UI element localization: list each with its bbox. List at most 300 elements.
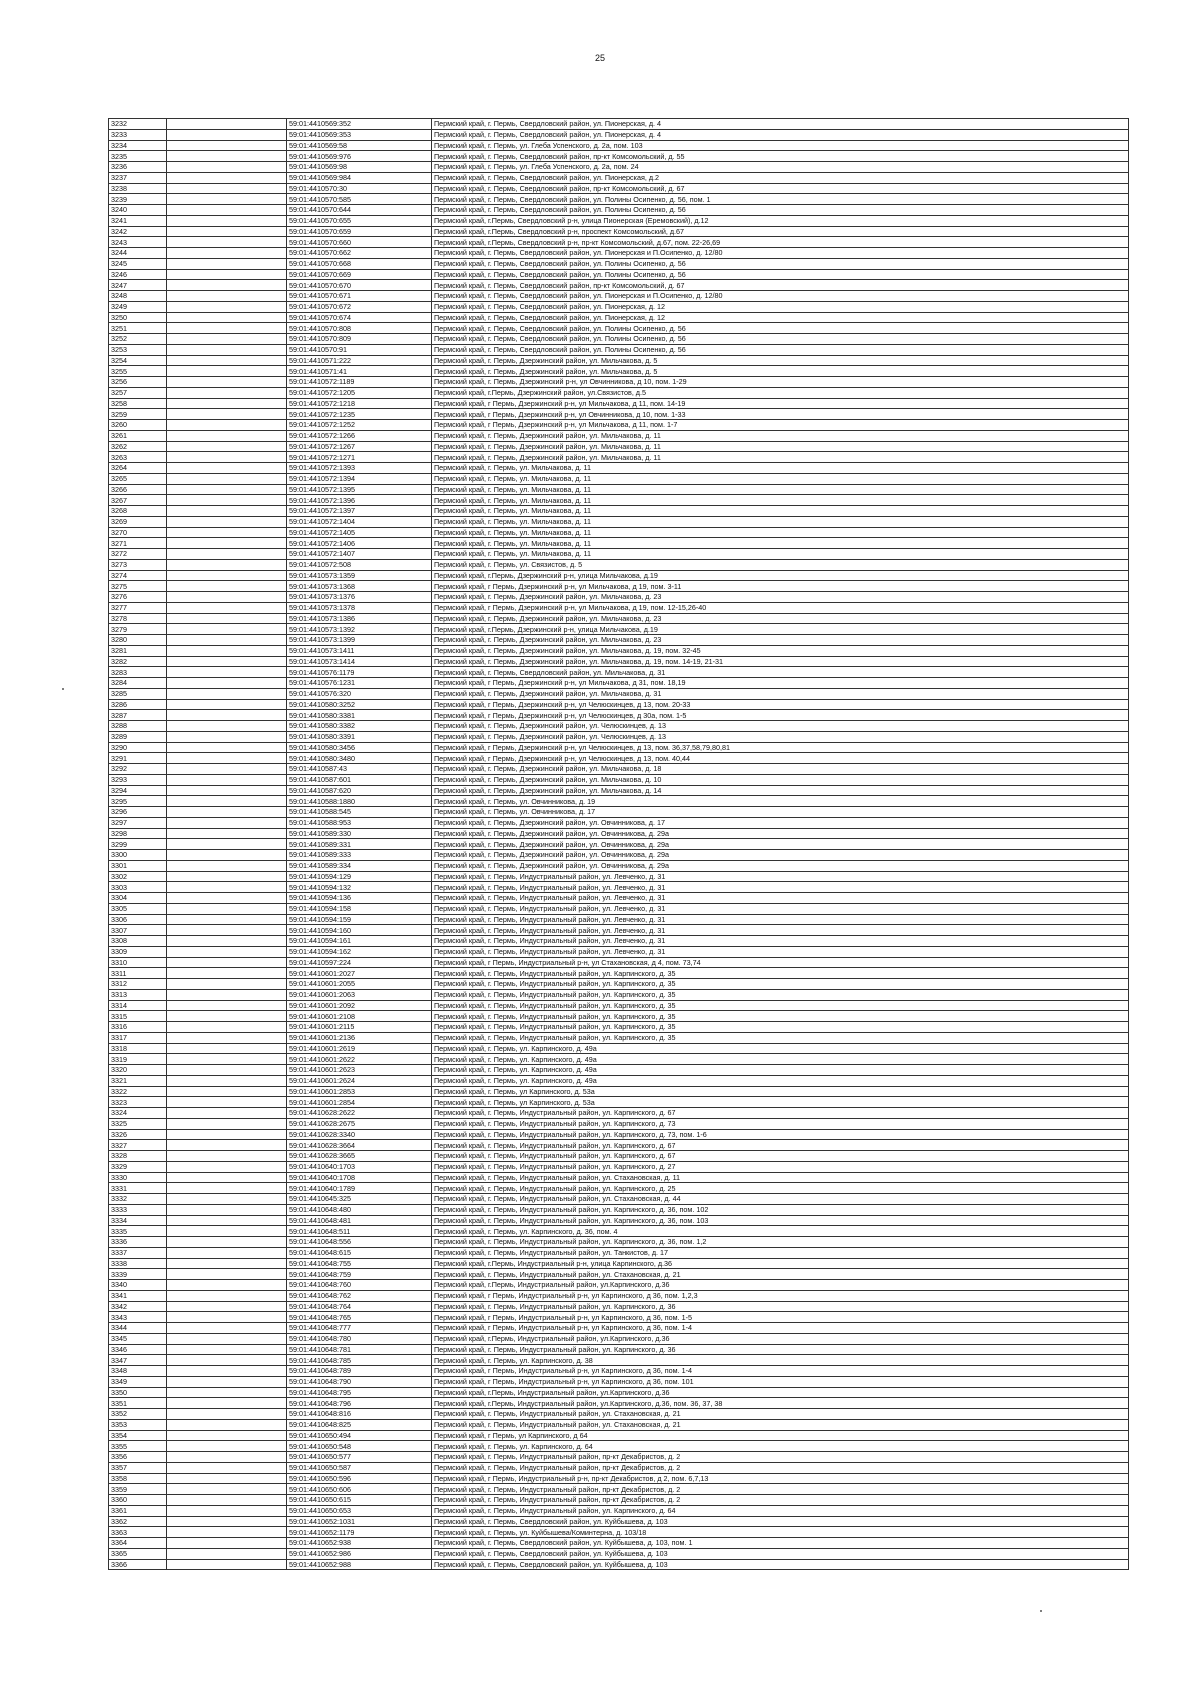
table-row <box>109 1129 1129 1140</box>
row-number-cell: 3250 <box>109 312 167 323</box>
row-number-cell: 3321 <box>109 1075 167 1086</box>
row-number-cell: 3263 <box>109 452 167 463</box>
cadastral-number-cell: 59:01:4410570:644 <box>287 205 432 216</box>
row-number-cell: 3361 <box>109 1505 167 1516</box>
address-cell: Пермский край, г. Пермь, Индустриальный район, ул. Карпинского, д. 25 <box>432 1183 1129 1194</box>
cadastral-number-cell: 59:01:4410570:662 <box>287 248 432 259</box>
table-row <box>109 334 1129 345</box>
cadastral-number-cell: 59:01:4410572:1395 <box>287 484 432 495</box>
empty-cell <box>167 1452 287 1463</box>
empty-cell <box>167 968 287 979</box>
address-cell: Пермский край, г. Пермь, ул. Мильчакова, д. 11 <box>432 484 1129 495</box>
table-row <box>109 1161 1129 1172</box>
table-row <box>109 280 1129 291</box>
row-number-cell: 3234 <box>109 140 167 151</box>
cadastral-number-cell: 59:01:4410628:3664 <box>287 1140 432 1151</box>
cadastral-number-cell: 59:01:4410648:785 <box>287 1355 432 1366</box>
cadastral-number-cell: 59:01:4410576:1179 <box>287 667 432 678</box>
address-cell: Пермский край, г. Пермь, Индустриальный район, ул. Танкистов, д. 17 <box>432 1247 1129 1258</box>
registry-table <box>108 118 1129 1570</box>
table-row <box>109 656 1129 667</box>
empty-cell <box>167 785 287 796</box>
table-row <box>109 398 1129 409</box>
address-cell: Пермский край, г Пермь, Дзержинский р-н, ул Челюскинцев, д 30а, пом. 1-5 <box>432 710 1129 721</box>
table-row <box>109 946 1129 957</box>
table-row <box>109 194 1129 205</box>
row-number-cell: 3288 <box>109 721 167 732</box>
address-cell: Пермский край, г. Пермь, Свердловский район, ул. Пионерская, д. 4 <box>432 129 1129 140</box>
row-number-cell: 3280 <box>109 635 167 646</box>
empty-cell <box>167 1538 287 1549</box>
address-cell: Пермский край, г. Пермь, Дзержинский район, ул. Челюскинцев, д. 13 <box>432 731 1129 742</box>
row-number-cell: 3332 <box>109 1194 167 1205</box>
empty-cell <box>167 635 287 646</box>
row-number-cell: 3302 <box>109 871 167 882</box>
empty-cell <box>167 344 287 355</box>
table-row <box>109 484 1129 495</box>
cadastral-number-cell: 59:01:4410588:1880 <box>287 796 432 807</box>
cadastral-number-cell: 59:01:4410572:1235 <box>287 409 432 420</box>
address-cell: Пермский край, г.Пермь, Индустриальный район, ул.Карпинского, д.36, пом. 36, 37, 38 <box>432 1398 1129 1409</box>
row-number-cell: 3300 <box>109 850 167 861</box>
cadastral-number-cell: 59:01:4410648:556 <box>287 1237 432 1248</box>
table-row <box>109 731 1129 742</box>
row-number-cell: 3345 <box>109 1333 167 1344</box>
cadastral-number-cell: 59:01:4410570:91 <box>287 344 432 355</box>
address-cell: Пермский край, г. Пермь, Индустриальный район, ул. Карпинского, д. 64 <box>432 1505 1129 1516</box>
row-number-cell: 3260 <box>109 420 167 431</box>
empty-cell <box>167 925 287 936</box>
empty-cell <box>167 1151 287 1162</box>
empty-cell <box>167 334 287 345</box>
row-number-cell: 3317 <box>109 1032 167 1043</box>
table-row <box>109 506 1129 517</box>
address-cell: Пермский край, г. Пермь, Индустриальный район, ул. Карпинского, д. 35 <box>432 989 1129 1000</box>
address-cell: Пермский край, г. Пермь, Индустриальный район, ул. Карпинского, д. 73, пом. 1-6 <box>432 1129 1129 1140</box>
empty-cell <box>167 753 287 764</box>
empty-cell <box>167 796 287 807</box>
row-number-cell: 3266 <box>109 484 167 495</box>
empty-cell <box>167 1559 287 1570</box>
registry-table-body <box>109 119 1129 1570</box>
table-row <box>109 1452 1129 1463</box>
cadastral-number-cell: 59:01:4410587:601 <box>287 774 432 785</box>
address-cell: Пермский край, г. Пермь, Свердловский район, ул. Полины Осипенко, д. 56 <box>432 323 1129 334</box>
address-cell: Пермский край, г. Пермь, Дзержинский район, ул. Мильчакова, д. 11 <box>432 430 1129 441</box>
cadastral-number-cell: 59:01:4410569:976 <box>287 151 432 162</box>
empty-cell <box>167 1376 287 1387</box>
address-cell: Пермский край, г Пермь, Дзержинский р-н, ул Овчинникова, д 10, пом. 1-33 <box>432 409 1129 420</box>
cadastral-number-cell: 59:01:4410573:1368 <box>287 581 432 592</box>
empty-cell <box>167 559 287 570</box>
empty-cell <box>167 914 287 925</box>
cadastral-number-cell: 59:01:4410594:159 <box>287 914 432 925</box>
row-number-cell: 3328 <box>109 1151 167 1162</box>
table-row <box>109 559 1129 570</box>
empty-cell <box>167 581 287 592</box>
table-row <box>109 925 1129 936</box>
row-number-cell: 3337 <box>109 1247 167 1258</box>
empty-cell <box>167 430 287 441</box>
cadastral-number-cell: 59:01:4410652:1031 <box>287 1516 432 1527</box>
table-row <box>109 301 1129 312</box>
cadastral-number-cell: 59:01:4410645:325 <box>287 1194 432 1205</box>
empty-cell <box>167 441 287 452</box>
table-row <box>109 1172 1129 1183</box>
empty-cell <box>167 1065 287 1076</box>
row-number-cell: 3315 <box>109 1011 167 1022</box>
empty-cell <box>167 506 287 517</box>
table-row <box>109 721 1129 732</box>
address-cell: Пермский край, г Пермь, Дзержинский р-н, ул Мильчакова, д 11, пом. 14-19 <box>432 398 1129 409</box>
address-cell: Пермский край, г. Пермь, Дзержинский район, ул. Мильчакова, д. 19, пом. 14-19, 21-31 <box>432 656 1129 667</box>
row-number-cell: 3312 <box>109 979 167 990</box>
row-number-cell: 3236 <box>109 162 167 173</box>
table-row <box>109 570 1129 581</box>
row-number-cell: 3273 <box>109 559 167 570</box>
empty-cell <box>167 1086 287 1097</box>
empty-cell <box>167 764 287 775</box>
cadastral-number-cell: 59:01:4410597:224 <box>287 957 432 968</box>
address-cell: Пермский край, г.Пермь, Свердловский р-н, улица Пионерская (Еремовский), д.12 <box>432 215 1129 226</box>
address-cell: Пермский край, г Пермь, Дзержинский р-н, ул Челюскинцев, д 13, пом. 20-33 <box>432 699 1129 710</box>
cadastral-number-cell: 59:01:4410572:1406 <box>287 538 432 549</box>
table-row <box>109 205 1129 216</box>
address-cell: Пермский край, г. Пермь, Индустриальный район, ул. Карпинского, д. 36, пом. 1,2 <box>432 1237 1129 1248</box>
empty-cell <box>167 538 287 549</box>
address-cell: Пермский край, г. Пермь, ул. Мильчакова, д. 11 <box>432 495 1129 506</box>
cadastral-number-cell: 59:01:4410648:615 <box>287 1247 432 1258</box>
empty-cell <box>167 226 287 237</box>
table-row <box>109 688 1129 699</box>
cadastral-number-cell: 59:01:4410570:655 <box>287 215 432 226</box>
table-row <box>109 903 1129 914</box>
address-cell: Пермский край, г. Пермь, ул. Глеба Успенского, д. 2а, пом. 103 <box>432 140 1129 151</box>
address-cell: Пермский край, г. Пермь, Дзержинский район, ул. Овчинникова, д. 17 <box>432 817 1129 828</box>
address-cell: Пермский край, г. Пермь, ул. Овчинникова, д. 17 <box>432 807 1129 818</box>
table-row <box>109 1344 1129 1355</box>
table-row <box>109 817 1129 828</box>
row-number-cell: 3362 <box>109 1516 167 1527</box>
address-cell: Пермский край, г. Пермь, Индустриальный район, пр-кт Декабристов, д. 2 <box>432 1495 1129 1506</box>
address-cell: Пермский край, г. Пермь, ул. Куйбышева/Коминтерна, д. 103/18 <box>432 1527 1129 1538</box>
address-cell: Пермский край, г. Пермь, Свердловский район, ул. Полины Осипенко, д. 56 <box>432 334 1129 345</box>
empty-cell <box>167 742 287 753</box>
cadastral-number-cell: 59:01:4410569:58 <box>287 140 432 151</box>
table-row <box>109 785 1129 796</box>
address-cell: Пермский край, г. Пермь, Дзержинский район, ул. Овчинникова, д. 29а <box>432 860 1129 871</box>
address-cell: Пермский край, г. Пермь, Индустриальный район, ул. Карпинского, д. 73 <box>432 1118 1129 1129</box>
table-row <box>109 215 1129 226</box>
row-number-cell: 3330 <box>109 1172 167 1183</box>
address-cell: Пермский край, г Пермь, Индустриальный р-н, пр-кт Декабристов, д 2, пом. 6,7,13 <box>432 1473 1129 1484</box>
row-number-cell: 3298 <box>109 828 167 839</box>
cadastral-number-cell: 59:01:4410573:1411 <box>287 645 432 656</box>
cadastral-number-cell: 59:01:4410648:480 <box>287 1204 432 1215</box>
cadastral-number-cell: 59:01:4410601:2027 <box>287 968 432 979</box>
address-cell: Пермский край, г. Пермь, ул. Глеба Успенского, д. 2а, пом. 24 <box>432 162 1129 173</box>
table-row <box>109 1301 1129 1312</box>
address-cell: Пермский край, г. Пермь, ул. Карпинского, д. 49а <box>432 1054 1129 1065</box>
address-cell: Пермский край, г. Пермь, Дзержинский район, ул. Мильчакова, д. 11 <box>432 452 1129 463</box>
table-row <box>109 151 1129 162</box>
empty-cell <box>167 774 287 785</box>
address-cell: Пермский край, г Пермь, Дзержинский р-н, ул Мильчакова, д 19, пом. 3-11 <box>432 581 1129 592</box>
row-number-cell: 3262 <box>109 441 167 452</box>
empty-cell <box>167 420 287 431</box>
cadastral-number-cell: 59:01:4410580:3456 <box>287 742 432 753</box>
address-cell: Пермский край, г. Пермь, Индустриальный район, ул. Карпинского, д. 35 <box>432 1011 1129 1022</box>
cadastral-number-cell: 59:01:4410587:620 <box>287 785 432 796</box>
address-cell: Пермский край, г. Пермь, ул Карпинского, д. 53а <box>432 1086 1129 1097</box>
cadastral-number-cell: 59:01:4410601:2136 <box>287 1032 432 1043</box>
empty-cell <box>167 301 287 312</box>
cadastral-number-cell: 59:01:4410648:762 <box>287 1290 432 1301</box>
address-cell: Пермский край, г Пермь, Индустриальный р-н, ул Карпинского, д 36, пом. 101 <box>432 1376 1129 1387</box>
cadastral-number-cell: 59:01:4410587:43 <box>287 764 432 775</box>
address-cell: Пермский край, г.Пермь, Индустриальный район, ул.Карпинского, д.36 <box>432 1387 1129 1398</box>
row-number-cell: 3253 <box>109 344 167 355</box>
row-number-cell: 3239 <box>109 194 167 205</box>
empty-cell <box>167 989 287 1000</box>
address-cell: Пермский край, г. Пермь, ул. Карпинского, д. 49а <box>432 1043 1129 1054</box>
empty-cell <box>167 280 287 291</box>
empty-cell <box>167 1129 287 1140</box>
address-cell: Пермский край, г.Пермь, Индустриальный район, ул.Карпинского, д.36 <box>432 1333 1129 1344</box>
row-number-cell: 3278 <box>109 613 167 624</box>
table-row <box>109 936 1129 947</box>
table-row <box>109 839 1129 850</box>
cadastral-number-cell: 59:01:4410569:98 <box>287 162 432 173</box>
address-cell: Пермский край, г. Пермь, ул. Мильчакова, д. 11 <box>432 516 1129 527</box>
empty-cell <box>167 1237 287 1248</box>
row-number-cell: 3254 <box>109 355 167 366</box>
row-number-cell: 3303 <box>109 882 167 893</box>
cadastral-number-cell: 59:01:4410652:938 <box>287 1538 432 1549</box>
empty-cell <box>167 1247 287 1258</box>
table-row <box>109 989 1129 1000</box>
cadastral-number-cell: 59:01:4410601:2624 <box>287 1075 432 1086</box>
row-number-cell: 3297 <box>109 817 167 828</box>
table-row <box>109 140 1129 151</box>
cadastral-number-cell: 59:01:4410589:333 <box>287 850 432 861</box>
table-row <box>109 667 1129 678</box>
row-number-cell: 3353 <box>109 1419 167 1430</box>
row-number-cell: 3267 <box>109 495 167 506</box>
cadastral-number-cell: 59:01:4410601:2108 <box>287 1011 432 1022</box>
row-number-cell: 3293 <box>109 774 167 785</box>
cadastral-number-cell: 59:01:4410594:160 <box>287 925 432 936</box>
address-cell: Пермский край, г. Пермь, Дзержинский район, ул. Мильчакова, д. 23 <box>432 592 1129 603</box>
registry-table-container <box>108 118 1128 1570</box>
row-number-cell: 3305 <box>109 903 167 914</box>
table-row <box>109 1366 1129 1377</box>
empty-cell <box>167 1495 287 1506</box>
cadastral-number-cell: 59:01:4410572:1407 <box>287 549 432 560</box>
empty-cell <box>167 291 287 302</box>
empty-cell <box>167 1355 287 1366</box>
empty-cell <box>167 1140 287 1151</box>
cadastral-number-cell: 59:01:4410573:1359 <box>287 570 432 581</box>
table-row <box>109 764 1129 775</box>
table-row <box>109 1000 1129 1011</box>
table-row <box>109 452 1129 463</box>
table-row <box>109 678 1129 689</box>
empty-cell <box>167 377 287 388</box>
empty-cell <box>167 1387 287 1398</box>
address-cell: Пермский край, г. Пермь, Дзержинский р-н, ул Овчинникова, д 10, пом. 1-29 <box>432 377 1129 388</box>
row-number-cell: 3283 <box>109 667 167 678</box>
cadastral-number-cell: 59:01:4410576:320 <box>287 688 432 699</box>
table-row <box>109 1290 1129 1301</box>
row-number-cell: 3320 <box>109 1065 167 1076</box>
table-row <box>109 516 1129 527</box>
table-row <box>109 463 1129 474</box>
empty-cell <box>167 667 287 678</box>
row-number-cell: 3241 <box>109 215 167 226</box>
empty-cell <box>167 549 287 560</box>
cadastral-number-cell: 59:01:4410594:129 <box>287 871 432 882</box>
table-row <box>109 1280 1129 1291</box>
cadastral-number-cell: 59:01:4410650:577 <box>287 1452 432 1463</box>
table-row <box>109 1108 1129 1119</box>
row-number-cell: 3351 <box>109 1398 167 1409</box>
row-number-cell: 3279 <box>109 624 167 635</box>
table-row <box>109 226 1129 237</box>
table-row <box>109 172 1129 183</box>
address-cell: Пермский край, г. Пермь, Индустриальный район, ул. Левченко, д. 31 <box>432 871 1129 882</box>
row-number-cell: 3289 <box>109 731 167 742</box>
table-row <box>109 1430 1129 1441</box>
empty-cell <box>167 828 287 839</box>
empty-cell <box>167 860 287 871</box>
empty-cell <box>167 1075 287 1086</box>
row-number-cell: 3365 <box>109 1548 167 1559</box>
address-cell: Пермский край, г. Пермь, ул. Мильчакова, д. 11 <box>432 538 1129 549</box>
table-row <box>109 968 1129 979</box>
table-row <box>109 882 1129 893</box>
address-cell: Пермский край, г. Пермь, Свердловский район, пр-кт Комсомольский, д. 55 <box>432 151 1129 162</box>
empty-cell <box>167 979 287 990</box>
empty-cell <box>167 721 287 732</box>
empty-cell <box>167 1043 287 1054</box>
address-cell: Пермский край, г. Пермь, Свердловский район, ул. Полины Осипенко, д. 56 <box>432 258 1129 269</box>
cadastral-number-cell: 59:01:4410570:809 <box>287 334 432 345</box>
row-number-cell: 3257 <box>109 387 167 398</box>
address-cell: Пермский край, г. Пермь, Дзержинский район, ул. Мильчакова, д. 5 <box>432 366 1129 377</box>
empty-cell <box>167 645 287 656</box>
empty-cell <box>167 1172 287 1183</box>
cadastral-number-cell: 59:01:4410572:1266 <box>287 430 432 441</box>
empty-cell <box>167 710 287 721</box>
address-cell: Пермский край, г Пермь, Дзержинский р-н, ул Челюскинцев, д 13, пом. 40,44 <box>432 753 1129 764</box>
row-number-cell: 3244 <box>109 248 167 259</box>
empty-cell <box>167 946 287 957</box>
empty-cell <box>167 807 287 818</box>
cadastral-number-cell: 59:01:4410576:1231 <box>287 678 432 689</box>
cadastral-number-cell: 59:01:4410572:1271 <box>287 452 432 463</box>
cadastral-number-cell: 59:01:4410588:953 <box>287 817 432 828</box>
cadastral-number-cell: 59:01:4410570:672 <box>287 301 432 312</box>
table-row <box>109 430 1129 441</box>
empty-cell <box>167 129 287 140</box>
table-row <box>109 860 1129 871</box>
cadastral-number-cell: 59:01:4410572:1396 <box>287 495 432 506</box>
address-cell: Пермский край, г. Пермь, Свердловский район, ул. Полины Осипенко, д. 56, пом. 1 <box>432 194 1129 205</box>
cadastral-number-cell: 59:01:4410573:1376 <box>287 592 432 603</box>
address-cell: Пермский край, г. Пермь, Дзержинский район, ул. Мильчакова, д. 23 <box>432 635 1129 646</box>
row-number-cell: 3251 <box>109 323 167 334</box>
empty-cell <box>167 1022 287 1033</box>
empty-cell <box>167 957 287 968</box>
address-cell: Пермский край, г. Пермь, Индустриальный район, ул. Стахановская, д. 11 <box>432 1172 1129 1183</box>
cadastral-number-cell: 59:01:4410650:494 <box>287 1430 432 1441</box>
row-number-cell: 3347 <box>109 1355 167 1366</box>
empty-cell <box>167 1344 287 1355</box>
empty-cell <box>167 882 287 893</box>
empty-cell <box>167 312 287 323</box>
cadastral-number-cell: 59:01:4410648:764 <box>287 1301 432 1312</box>
empty-cell <box>167 613 287 624</box>
empty-cell <box>167 893 287 904</box>
row-number-cell: 3290 <box>109 742 167 753</box>
row-number-cell: 3243 <box>109 237 167 248</box>
address-cell: Пермский край, г. Пермь, Дзержинский район, ул. Челюскинцев, д. 13 <box>432 721 1129 732</box>
table-row <box>109 344 1129 355</box>
row-number-cell: 3336 <box>109 1237 167 1248</box>
empty-cell <box>167 1484 287 1495</box>
cadastral-number-cell: 59:01:4410648:780 <box>287 1333 432 1344</box>
address-cell: Пермский край, г. Пермь, Дзержинский район, ул. Мильчакова, д. 14 <box>432 785 1129 796</box>
cadastral-number-cell: 59:01:4410594:136 <box>287 893 432 904</box>
row-number-cell: 3265 <box>109 473 167 484</box>
address-cell: Пермский край, г.Пермь, Дзержинский р-н, улица Мильчакова, д.19 <box>432 570 1129 581</box>
empty-cell <box>167 1323 287 1334</box>
address-cell: Пермский край, г. Пермь, Дзержинский район, ул. Овчинникова, д. 29а <box>432 850 1129 861</box>
row-number-cell: 3322 <box>109 1086 167 1097</box>
table-row <box>109 1473 1129 1484</box>
row-number-cell: 3238 <box>109 183 167 194</box>
address-cell: Пермский край, г. Пермь, Свердловский район, ул. Полины Осипенко, д. 56 <box>432 269 1129 280</box>
cadastral-number-cell: 59:01:4410648:790 <box>287 1376 432 1387</box>
row-number-cell: 3349 <box>109 1376 167 1387</box>
table-row <box>109 237 1129 248</box>
address-cell: Пермский край, г. Пермь, Индустриальный район, ул. Стахановская, д. 21 <box>432 1419 1129 1430</box>
empty-cell <box>167 1000 287 1011</box>
row-number-cell: 3342 <box>109 1301 167 1312</box>
cadastral-number-cell: 59:01:4410628:3665 <box>287 1151 432 1162</box>
table-row <box>109 1075 1129 1086</box>
row-number-cell: 3366 <box>109 1559 167 1570</box>
empty-cell <box>167 1430 287 1441</box>
cadastral-number-cell: 59:01:4410569:352 <box>287 119 432 130</box>
cadastral-number-cell: 59:01:4410601:2063 <box>287 989 432 1000</box>
empty-cell <box>167 119 287 130</box>
row-number-cell: 3301 <box>109 860 167 871</box>
address-cell: Пермский край, г. Пермь, Индустриальный район, ул. Карпинского, д. 67 <box>432 1108 1129 1119</box>
table-row <box>109 366 1129 377</box>
row-number-cell: 3313 <box>109 989 167 1000</box>
row-number-cell: 3256 <box>109 377 167 388</box>
row-number-cell: 3291 <box>109 753 167 764</box>
cadastral-number-cell: 59:01:4410580:3391 <box>287 731 432 742</box>
address-cell: Пермский край, г.Пермь, Индустриальный р-н, улица Карпинского, д.36 <box>432 1258 1129 1269</box>
empty-cell <box>167 871 287 882</box>
cadastral-number-cell: 59:01:4410573:1399 <box>287 635 432 646</box>
cadastral-number-cell: 59:01:4410628:2622 <box>287 1108 432 1119</box>
empty-cell <box>167 1548 287 1559</box>
empty-cell <box>167 570 287 581</box>
